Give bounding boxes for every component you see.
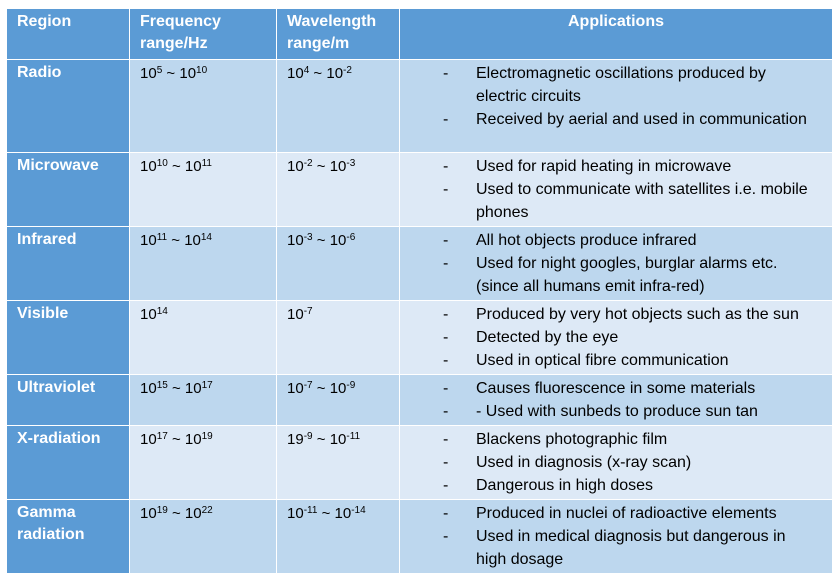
frequency-cell: $10^{14}$	[130, 301, 277, 375]
applications-cell	[400, 426, 833, 500]
application-text: Blackens photographic film	[476, 431, 668, 448]
application-text: Used for rapid heating in microwave	[476, 158, 732, 175]
bullet-dash: -	[443, 528, 449, 545]
application-text: Produced in nuclei of radioactive elements	[476, 505, 777, 522]
applications-list	[410, 303, 822, 372]
table-row	[7, 426, 833, 500]
region-cell: X-radiation	[7, 426, 130, 500]
table-row	[7, 153, 833, 227]
application-item	[410, 400, 816, 423]
header-row	[7, 9, 833, 60]
applications-cell	[400, 500, 833, 574]
application-item	[410, 326, 816, 349]
application-text: Detected by the eye	[476, 329, 619, 346]
frequency-cell: $10^{11}$ ~ $10^{14}$	[130, 227, 277, 301]
wavelength-cell: $10^{-7}$	[277, 301, 400, 375]
application-item	[410, 502, 816, 525]
bullet-dash: -	[443, 181, 449, 198]
application-text: Produced by very hot objects such as the sun	[476, 306, 799, 323]
frequency-cell: $10^{17}$ ~ $10^{19}$	[130, 426, 277, 500]
frequency-cell: $10^5$ ~ $10^{10}$	[130, 60, 277, 153]
bullet-dash: -	[443, 306, 449, 323]
wavelength-cell: $19^{-9}$ ~ $10^{-11}$	[277, 426, 400, 500]
bullet-dash: -	[443, 352, 449, 369]
wavelength-cell: $10^{-7}$ ~ $10^{-9}$	[277, 375, 400, 426]
application-text: Used for night googles, burglar alarms etc. (since all humans emit infra-red)	[476, 255, 778, 295]
bullet-dash: -	[443, 111, 449, 128]
bullet-dash: -	[443, 158, 449, 175]
applications-list	[410, 155, 822, 224]
application-item	[410, 62, 816, 108]
header-frequency: Frequency range/Hz	[130, 9, 277, 60]
table-row	[7, 301, 833, 375]
table-row	[7, 227, 833, 301]
application-item	[410, 155, 816, 178]
application-text: Used in diagnosis (x-ray scan)	[476, 454, 692, 471]
frequency-cell: $10^{10}$ ~ $10^{11}$	[130, 153, 277, 227]
application-text: Used to communicate with satellites i.e. mobile phones	[476, 181, 808, 221]
application-text: All hot objects produce infrared	[476, 232, 697, 249]
bullet-dash: -	[443, 505, 449, 522]
applications-cell	[400, 60, 833, 153]
region-cell: Microwave	[7, 153, 130, 227]
bullet-dash: -	[443, 403, 449, 420]
application-item	[410, 377, 816, 400]
header-region: Region	[7, 9, 130, 60]
wavelength-cell: $10^4$ ~ $10^{-2}$	[277, 60, 400, 153]
applications-cell	[400, 227, 833, 301]
table-row	[7, 375, 833, 426]
application-item	[410, 252, 816, 298]
application-item	[410, 349, 816, 372]
applications-list	[410, 377, 822, 423]
wavelength-cell: $10^{-11}$ ~ $10^{-14}$	[277, 500, 400, 574]
em-spectrum-table	[6, 8, 833, 574]
bullet-dash: -	[443, 232, 449, 249]
application-text: Used in medical diagnosis but dangerous in high dosage	[476, 528, 786, 568]
application-text: Used in optical fibre communication	[476, 352, 729, 369]
application-item	[410, 229, 816, 252]
bullet-dash: -	[443, 380, 449, 397]
application-item	[410, 428, 816, 451]
frequency-cell: $10^{15}$ ~ $10^{17}$	[130, 375, 277, 426]
header-wavelength: Wavelength range/m	[277, 9, 400, 60]
bullet-dash: -	[443, 255, 449, 272]
wavelength-cell: $10^{-2}$ ~ $10^{-3}$	[277, 153, 400, 227]
application-text: Dangerous in high doses	[476, 477, 654, 494]
bullet-dash: -	[443, 431, 449, 448]
applications-cell	[400, 153, 833, 227]
applications-list	[410, 229, 822, 298]
applications-list	[410, 428, 822, 497]
region-cell: Infrared	[7, 227, 130, 301]
application-text: Causes fluorescence in some materials	[476, 380, 756, 397]
application-text: Received by aerial and used in communication	[476, 111, 807, 128]
region-cell: Gamma radiation	[7, 500, 130, 574]
application-item	[410, 303, 816, 326]
applications-cell	[400, 301, 833, 375]
applications-cell	[400, 375, 833, 426]
bullet-dash: -	[443, 329, 449, 346]
applications-list	[410, 502, 822, 571]
wavelength-cell: $10^{-3}$ ~ $10^{-6}$	[277, 227, 400, 301]
frequency-cell: $10^{19}$ ~ $10^{22}$	[130, 500, 277, 574]
region-cell: Radio	[7, 60, 130, 153]
bullet-dash: -	[443, 454, 449, 471]
applications-list	[410, 62, 822, 131]
application-text: - Used with sunbeds to produce sun tan	[476, 403, 758, 420]
table-row	[7, 60, 833, 153]
application-item	[410, 474, 816, 497]
header-applications: Applications	[400, 9, 833, 60]
bullet-dash: -	[443, 65, 449, 82]
application-text: Electromagnetic oscillations produced by electric circuits	[476, 65, 766, 105]
application-item	[410, 178, 816, 224]
application-item	[410, 525, 816, 571]
application-item	[410, 108, 816, 131]
region-cell: Ultraviolet	[7, 375, 130, 426]
region-cell: Visible	[7, 301, 130, 375]
bullet-dash: -	[443, 477, 449, 494]
application-item	[410, 451, 816, 474]
table-row	[7, 500, 833, 574]
